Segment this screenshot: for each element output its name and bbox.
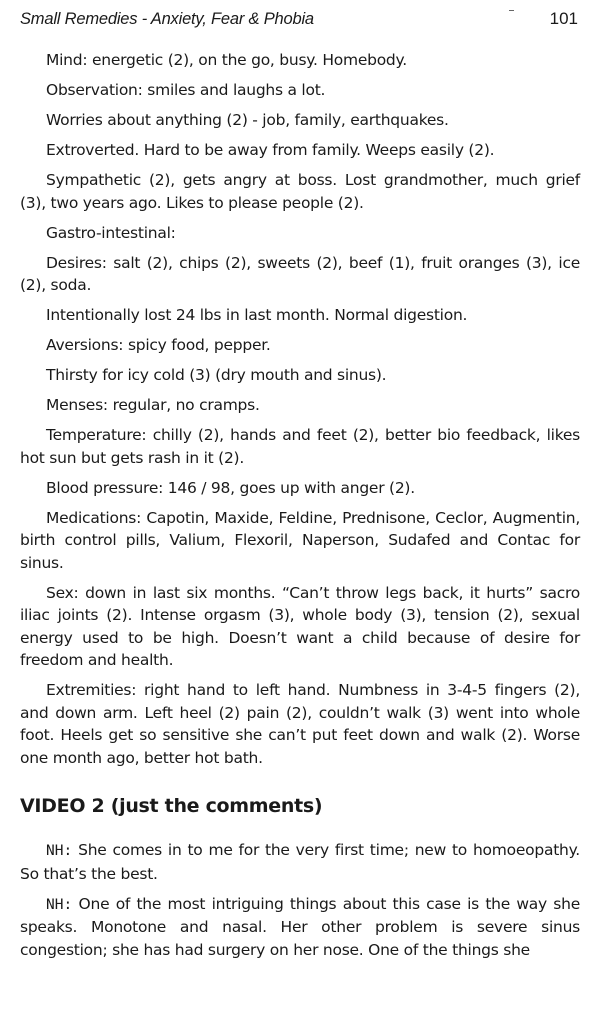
comment-paragraph	[20, 839, 580, 885]
section-heading: VIDEO 2 (just the comments)	[20, 795, 323, 817]
paragraph-worries: Worries about anything (2) - job, family, earthquakes.	[46, 111, 449, 129]
paragraph-blood-pressure: Blood pressure: 146 / 98, goes up with anger (2).	[46, 478, 415, 497]
running-title: Small Remedies - Anxiety, Fear & Phobia	[20, 10, 314, 28]
speaker-label: NH:	[46, 843, 73, 859]
paragraph-menses: Menses: regular, no cramps.	[46, 396, 260, 414]
paragraph-desires: Desires: salt (2), chips (2), sweets (2), beef (1), fruit oranges (3), ice (2), soda.	[20, 253, 580, 294]
comment-text: One of the most intriguing things about this case is the way she speaks. Monotone and nasal. Her other problem is severe sinus congestion; she has had surgery on her nose. One of the things she	[20, 894, 580, 959]
running-header	[20, 10, 578, 36]
page-number: 101	[549, 9, 578, 28]
paragraph-gastro-intestinal: Gastro-intestinal:	[46, 223, 176, 242]
paragraph-aversions: Aversions: spicy food, pepper.	[46, 336, 271, 354]
paragraph-mind: Mind: energetic (2), on the go, busy. Homebody.	[46, 51, 407, 69]
margin-tick-mark	[509, 10, 514, 11]
comment-paragraph	[20, 893, 580, 962]
paragraph-sympathetic: Sympathetic (2), gets angry at boss. Lost grandmother, much grief (3), two years ago. Likes to please people (2).	[20, 171, 580, 212]
paragraph-thirst: Thirsty for icy cold (3) (dry mouth and sinus).	[46, 366, 387, 384]
paragraph-observation: Observation: smiles and laughs a lot.	[46, 81, 326, 99]
paragraph-extremities: Extremities: right hand to left hand. Numbness in 3-4-5 fingers (2), and down arm. Left heel (2) pain (2), couldn’t walk (3) went into whole foot. Heels get so sensitive she can’t put feet down and walk (2). Worse one month ago, better hot bath.	[20, 681, 580, 767]
paragraph-sex: Sex: down in last six months. “Can’t throw legs back, it hurts” sacro iliac joints (2). Intense orgasm (3), whole body (3), tension (2), sexual energy used to be high. Doesn’t want a child because of desire for freedom and health.	[20, 583, 580, 669]
paragraph-extroverted: Extroverted. Hard to be away from family. Weeps easily (2).	[46, 141, 495, 159]
paragraph-temperature: Temperature: chilly (2), hands and feet (2), better bio feedback, likes hot sun but gets rash in it (2).	[20, 426, 580, 467]
paragraph-medications: Medications: Capotin, Maxide, Feldine, Prednisone, Ceclor, Augmentin, birth control pills, Valium, Flexoril, Naperson, Sudafed and Contac for sinus.	[20, 508, 580, 572]
comment-text: She comes in to me for the very first time; new to homoeopathy. So that’s the best.	[20, 841, 580, 883]
body-text	[20, 49, 580, 969]
speaker-label: NH:	[46, 896, 73, 913]
paragraph-weight-loss: Intentionally lost 24 lbs in last month. Normal digestion.	[46, 306, 468, 324]
